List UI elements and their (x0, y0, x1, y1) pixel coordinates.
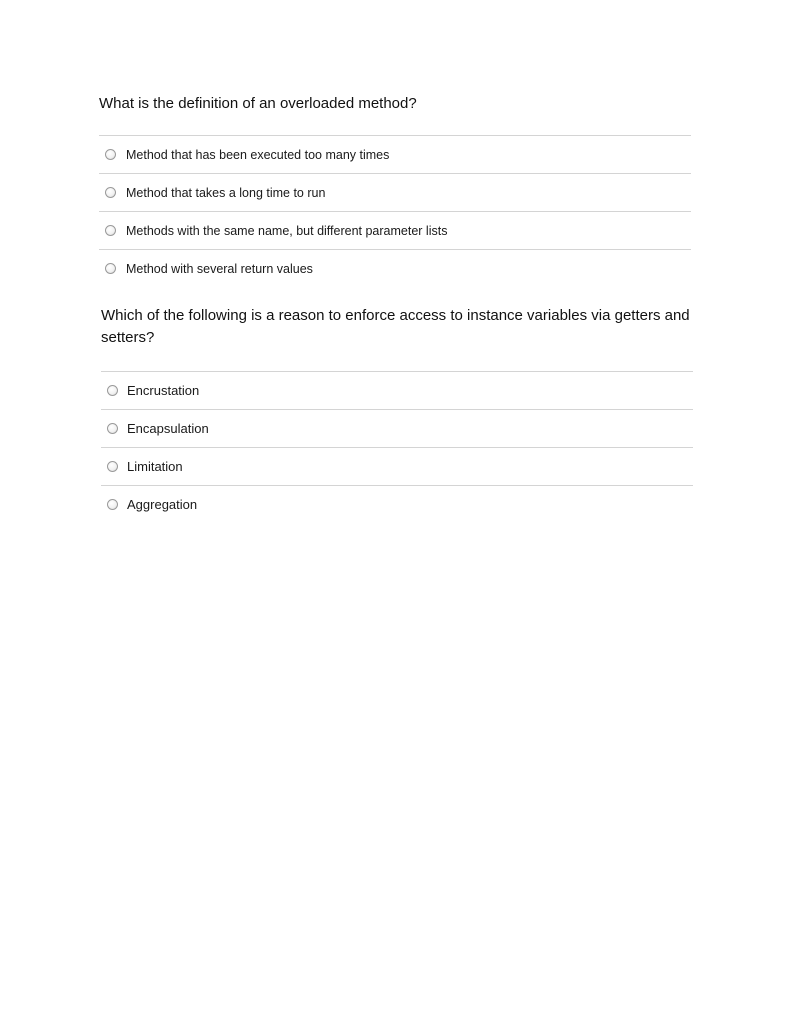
option-label: Method that takes a long time to run (126, 185, 326, 200)
question-2-options (101, 371, 693, 523)
question-2-option-2[interactable] (101, 409, 693, 447)
question-1-option-1[interactable] (99, 135, 691, 173)
radio-button-icon[interactable] (105, 225, 116, 236)
radio-button-icon[interactable] (107, 423, 118, 434)
option-label: Method that has been executed too many times (126, 147, 390, 162)
option-label: Aggregation (127, 497, 198, 512)
option-label: Encrustation (127, 383, 200, 398)
question-2-option-1[interactable] (101, 371, 693, 409)
question-1-option-4[interactable] (99, 249, 691, 287)
radio-button-icon[interactable] (107, 461, 118, 472)
radio-button-icon[interactable] (105, 187, 116, 198)
radio-button-icon[interactable] (107, 499, 118, 510)
question-2-option-4[interactable] (101, 485, 693, 523)
question-1-options (99, 135, 691, 287)
radio-button-icon[interactable] (105, 149, 116, 160)
question-2-option-3[interactable] (101, 447, 693, 485)
question-1-option-2[interactable] (99, 173, 691, 211)
radio-button-icon[interactable] (107, 385, 118, 396)
question-2-text: Which of the following is a reason to enforce access to instance variables via getters and setters? (101, 307, 690, 346)
question-1-option-3[interactable] (99, 211, 691, 249)
option-label: Methods with the same name, but different parameter lists (126, 223, 448, 238)
question-1 (99, 93, 691, 287)
option-label: Encapsulation (127, 421, 209, 436)
question-2 (101, 305, 693, 523)
radio-button-icon[interactable] (105, 263, 116, 274)
option-label: Method with several return values (126, 261, 313, 276)
question-1-text: What is the definition of an overloaded method? (99, 95, 417, 112)
option-label: Limitation (127, 459, 183, 474)
